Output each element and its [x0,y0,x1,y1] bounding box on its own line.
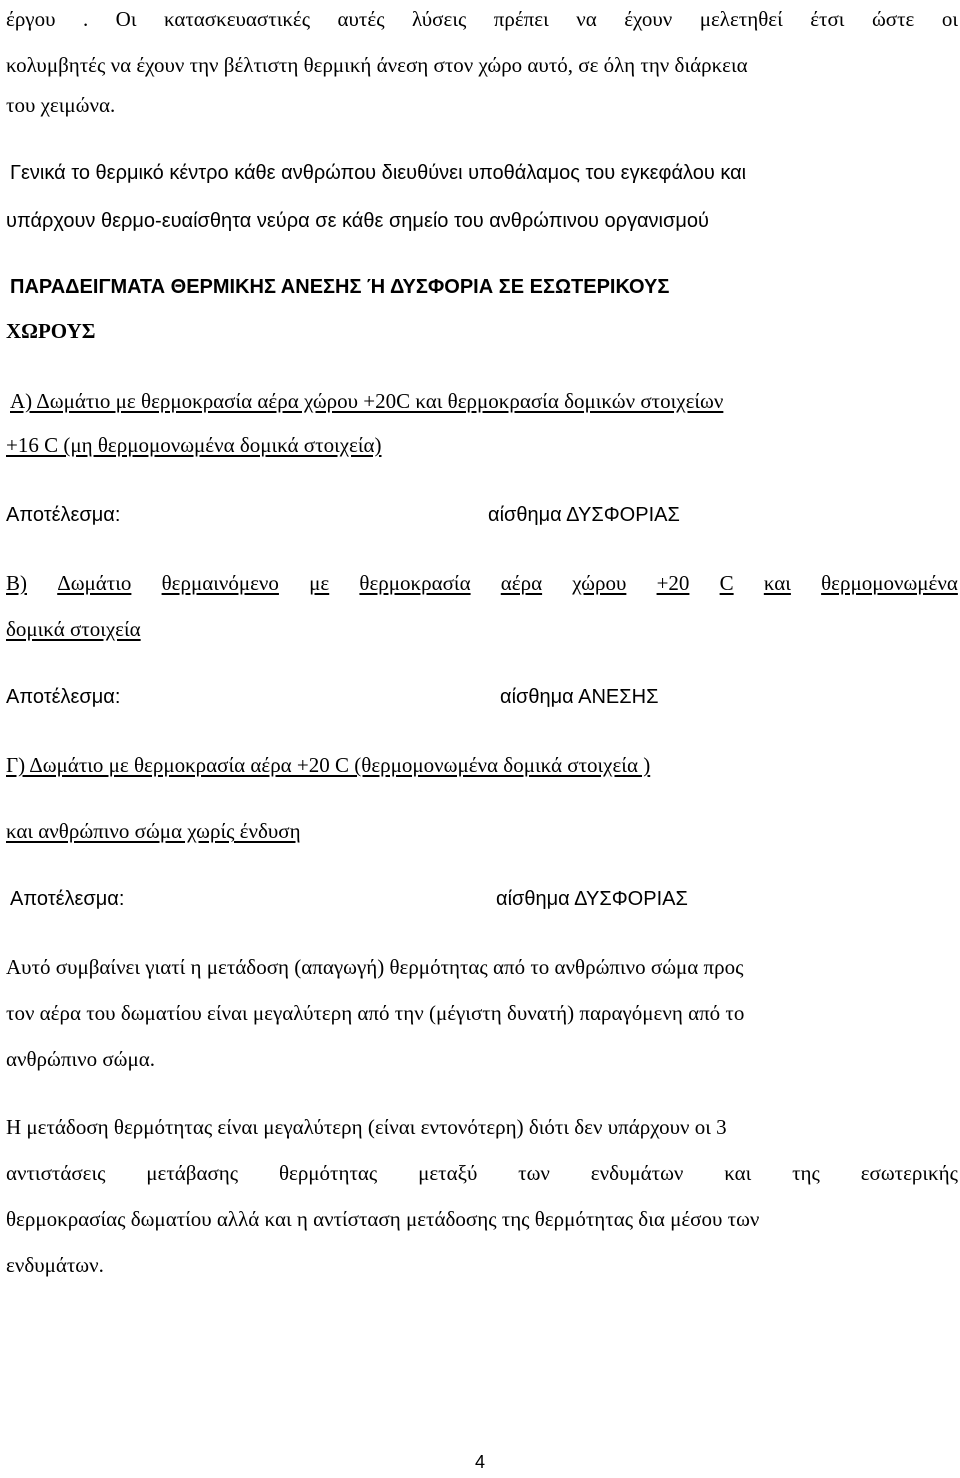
case-a-line-2 [6,428,958,462]
case-a-line-1 [10,384,960,418]
case-a-line-2-text: +16 C (μη θερμομονωμένα δομικά στοιχεία) [6,433,382,457]
explanation-line-1-text: Αυτό συμβαίνει γιατί η μετάδοση (απαγωγή) θερμότητας από το ανθρώπινο σώμα προς [6,955,744,979]
case-c-line-2-text: και ανθρώπινο σώμα χωρίς ένδυση [6,819,301,843]
intro-line-1-word: έτσι [810,7,845,31]
case-b-line-2 [6,612,958,646]
general-line-2: υπάρχουν θερμο-ευαίσθητα νεύρα σε κάθε σημείο του ανθρώπινου οργανισμού [6,210,709,232]
case-c-result-value: αίσθημα ΔΥΣΦΟΡΙΑΣ [496,888,688,910]
case-b-result-value: αίσθημα ΑΝΕΣΗΣ [500,686,659,708]
transfer-line-2-word: της [792,1161,820,1185]
transfer-line-3 [6,1202,958,1236]
page-number: 4 [474,1452,485,1472]
general-line-1: Γενικά το θερμικό κέντρο κάθε ανθρώπου διευθύνει υποθάλαμος του εγκεφάλου και [10,162,747,184]
transfer-line-3-text: θερμοκρασίας δωματίου αλλά και η αντίσταση μετάδοσης της θερμότητας δια μέσου των [6,1207,760,1231]
explanation-line-1 [6,950,958,984]
intro-line-1-word: έργου [6,7,56,31]
transfer-line-2-word: θερμότητας [278,1161,378,1185]
intro-line-1-word: ώστε [871,7,915,31]
intro-line-1-word: λύσεις [411,7,467,31]
explanation-line-2-text: τον αέρα του δωματίου είναι μεγαλύτερη από την (μέγιστη δυνατή) παραγόμενη από το [6,1001,745,1025]
transfer-line-1 [6,1110,958,1144]
transfer-line-2-word: μετάβασης [146,1161,239,1185]
case-b-line-1-word: θερμαινόμενο [161,571,279,595]
transfer-line-2-word: αντιστάσεις [6,1161,106,1185]
case-b-line-1-word: αέρα [500,571,543,595]
intro-line-1-word: μελετηθεί [699,7,783,31]
case-c-line-2 [6,814,958,848]
explanation-line-3: ανθρώπινο σώμα. [6,1047,156,1071]
intro-line-2 [6,48,958,82]
transfer-line-2-word: μεταξύ [418,1161,478,1185]
transfer-line-2-word: και [724,1161,752,1185]
explanation-line-2 [6,996,958,1030]
case-b-line-1-word: θερμομονωμένα [821,571,958,595]
case-b-line-1-word: C [719,571,734,595]
intro-line-2-text: κολυμβητές να έχουν την βέλτιστη θερμική άνεση στον χώρο αυτό, σε όλη την διάρκεια [6,53,748,77]
case-b-line-1-word: χώρου [572,571,627,595]
case-b-line-1-word: Δωμάτιο [57,571,132,595]
intro-line-1-word: έχουν [624,7,673,31]
transfer-line-2 [6,1156,958,1190]
section-heading-line-1: ΠΑΡΑΔΕΙΓΜΑΤΑ ΘΕΡΜΙΚΗΣ ΑΝΕΣΗΣ Ή ΔΥΣΦΟΡΙΑ ΣΕ ΕΣΩΤΕΡΙΚΟΥΣ [10,276,670,298]
section-heading-line-2: ΧΩΡΟΥΣ [6,319,96,343]
case-b-line-1 [6,566,958,600]
case-c-line-1 [6,748,958,782]
intro-line-1-word: να [576,7,597,31]
intro-line-3: του χειμώνα. [6,93,116,117]
case-c-result [10,882,910,916]
transfer-line-2-word: των [518,1161,550,1185]
intro-line-1-word: Οι [115,7,137,31]
intro-line-1-word: κατασκευαστικές [163,7,311,31]
case-b-result-label: Αποτέλεσμα: [6,686,121,708]
case-a-result-value: αίσθημα ΔΥΣΦΟΡΙΑΣ [488,504,680,526]
case-a-line-1-text: Α) Δωμάτιο με θερμοκρασία αέρα χώρου +20C και θερμοκρασία δομικών στοιχείων [10,389,724,413]
intro-line-1-word: . [82,7,89,31]
transfer-line-1-text: Η μετάδοση θερμότητας είναι μεγαλύτερη (είναι εντονότερη) διότι δεν υπάρχουν οι 3 [6,1115,727,1139]
intro-line-1-word: οι [941,7,958,31]
case-b-line-2-text: δομικά στοιχεία [6,617,141,641]
transfer-line-4: ενδυμάτων. [6,1253,104,1277]
intro-line-1-word: αυτές [337,7,385,31]
case-b-result [6,680,906,714]
case-b-line-1-word: θερμοκρασία [359,571,471,595]
transfer-line-2-word: ενδυμάτων [590,1161,684,1185]
case-b-line-1-word: Β) [6,571,27,595]
case-a-result-label: Αποτέλεσμα: [6,504,121,526]
case-b-line-1-word: και [763,571,791,595]
case-c-result-label: Αποτέλεσμα: [10,888,125,910]
intro-line-1 [6,2,958,36]
case-b-line-1-word: +20 [656,571,690,595]
case-c-line-1-text: Γ) Δωμάτιο με θερμοκρασία αέρα +20 C (θερμομονωμένα δομικά στοιχεία ) [6,753,651,777]
transfer-line-2-word: εσωτερικής [860,1161,958,1185]
case-b-line-1-word: με [309,571,330,595]
intro-line-1-word: πρέπει [493,7,549,31]
case-a-result [6,498,906,532]
